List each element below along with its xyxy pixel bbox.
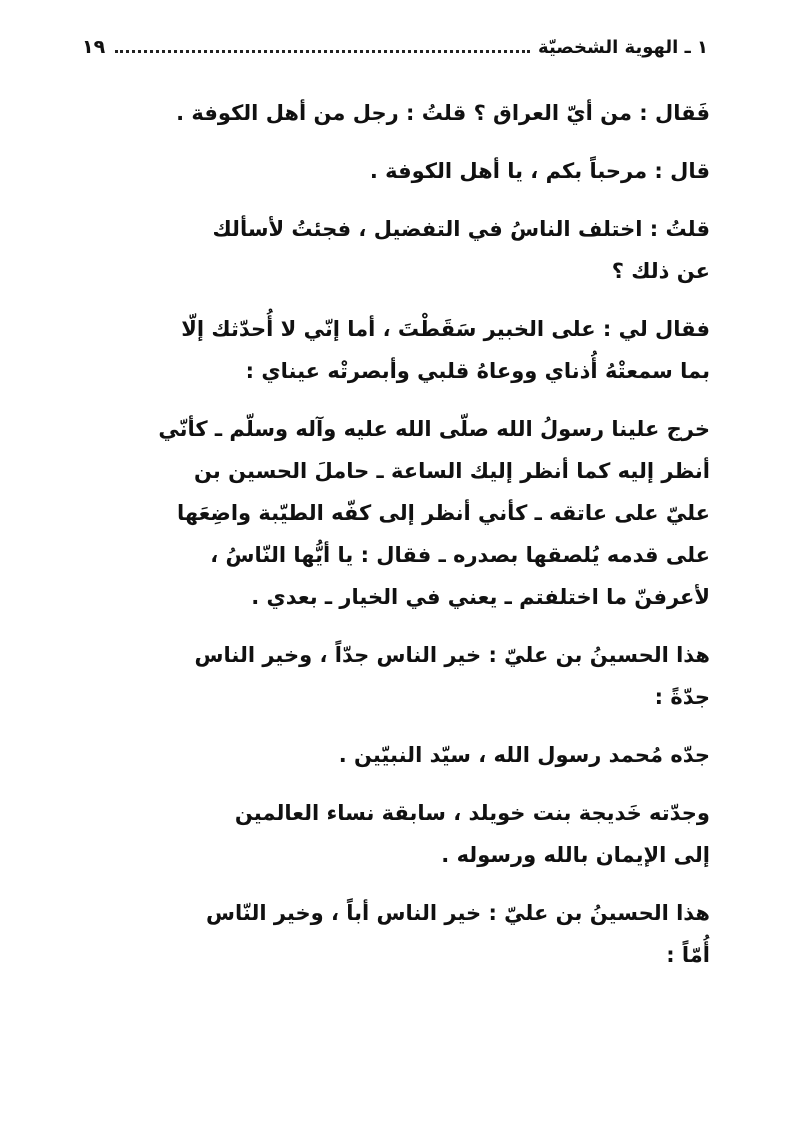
- paragraph: [82, 150, 710, 192]
- text-line: هذا الحسينُ بن عليّ : خير الناس جدّاً ، وخير الناس: [194, 643, 710, 667]
- text-line: خرج علينا رسولُ الله صلّى الله عليه وآله وسلّم ـ كأنّي: [158, 417, 710, 441]
- paragraph: [82, 892, 710, 976]
- chapter-title: ١ ـ الهوية الشخصيّة: [538, 36, 708, 58]
- text-line: إلى الإيمان بالله ورسوله .: [441, 843, 710, 867]
- text-line: عن ذلك ؟: [611, 259, 710, 283]
- text-line: قلتُ : اختلف الناسُ في التفضيل ، فجئتُ لأسألك: [212, 217, 710, 241]
- text-line: وجدّته خَديجة بنت خويلد ، سابقة نساء العالمين: [234, 801, 710, 825]
- text-line: فقال لي : على الخبير سَقَطْتَ ، أما إنّي لا أُحدّثك إلّا: [181, 317, 710, 341]
- text-line: بما سمعتْهُ أُذناي ووعاهُ قلبي وأبصرتْه عيناي :: [245, 359, 710, 383]
- text-line: لأعرفنّ ما اختلفتم ـ يعني في الخيار ـ بعدي .: [251, 585, 710, 609]
- text-line: أُمّاً :: [666, 943, 710, 967]
- running-header: [82, 30, 708, 64]
- paragraph: [82, 92, 710, 134]
- dot-leader: [115, 50, 530, 53]
- paragraph: [82, 408, 710, 618]
- page-body: [82, 92, 710, 976]
- text-line: فَقال : من أيّ العراق ؟ قلتُ : رجل من أهل الكوفة .: [176, 101, 710, 125]
- text-line: قال : مرحباً بكم ، يا أهل الكوفة .: [369, 159, 710, 183]
- paragraph: [82, 308, 710, 392]
- paragraph: [82, 792, 710, 876]
- page-number: ١٩: [82, 36, 106, 58]
- text-line: عليّ على عاتقه ـ كأني أنظر إلى كفّه الطيّبة واضِعَها: [176, 501, 710, 525]
- paragraph: [82, 734, 710, 776]
- text-line: جدّةً :: [654, 685, 710, 709]
- text-line: على قدمه يُلصقها بصدره ـ فقال : يا أيُّها النّاسُ ،: [210, 543, 710, 567]
- paragraph: [82, 208, 710, 292]
- text-line: جدّه مُحمد رسول الله ، سيّد النبيّين .: [338, 743, 710, 767]
- paragraph: [82, 634, 710, 718]
- text-line: أنظر إليه كما أنظر إليك الساعة ـ حاملَ الحسين بن: [194, 459, 710, 483]
- text-line: هذا الحسينُ بن عليّ : خير الناس أباً ، وخير النّاس: [206, 901, 710, 925]
